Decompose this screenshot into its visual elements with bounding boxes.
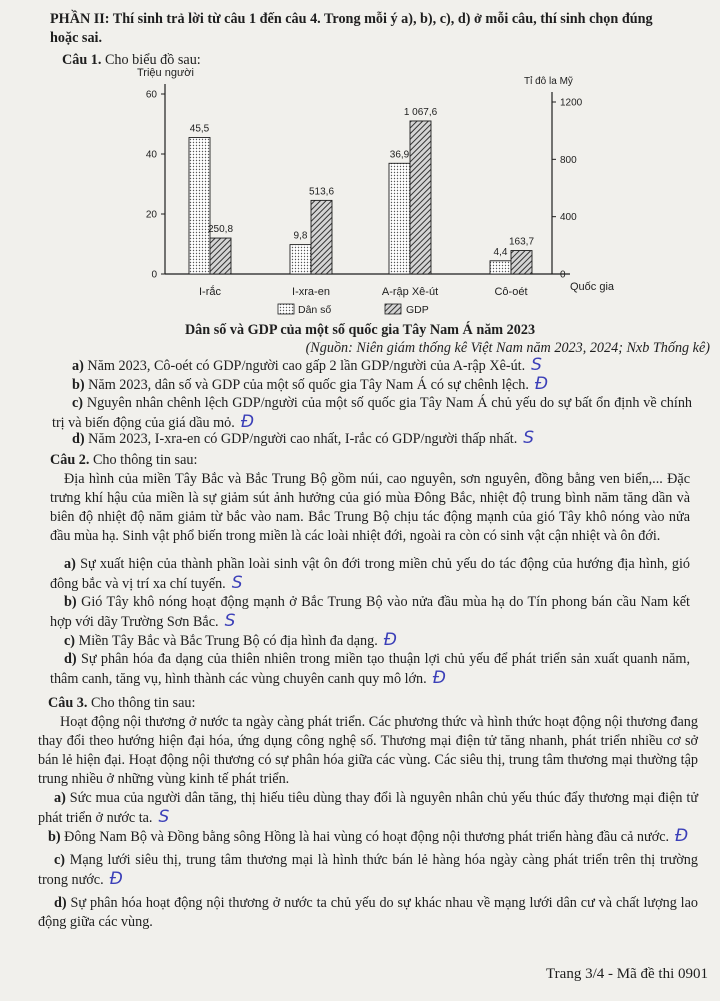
q2-item-d — [50, 650, 690, 689]
category-label: I-xra-en — [292, 286, 330, 298]
gdp-data-label: 513,6 — [308, 186, 335, 198]
q1-item-d — [72, 429, 682, 449]
item-key: d) — [72, 431, 85, 447]
right-tick-label: 800 — [560, 154, 577, 166]
item-key: d) — [64, 651, 77, 667]
handwritten-answer-mark: S — [231, 573, 243, 593]
handwritten-answer-mark: S — [523, 428, 535, 448]
item-key: b) — [64, 594, 77, 610]
item-key: a) — [54, 790, 66, 806]
q2-item-a — [50, 555, 690, 594]
item-text: Mạng lưới siêu thị, trung tâm thương mại là hình thức bán lẻ hàng hóa ngày càng phát triển trên thị trường trong nước. — [38, 852, 698, 888]
item-key: c) — [64, 633, 76, 649]
item-key: c) — [72, 395, 84, 411]
item-text: Đông Nam Bộ và Đồng bằng sông Hồng là hai vùng có hoạt động nội thương phát triển hàng đầu cả nước. — [64, 829, 670, 845]
q3-label: Câu 3. — [48, 695, 88, 711]
q1-intro: Cho biểu đồ sau: — [104, 52, 201, 68]
population-gdp-chart — [0, 0, 720, 330]
bar-gdp — [410, 121, 431, 274]
handwritten-answer-mark: S — [531, 355, 542, 375]
q1-item-c — [52, 394, 692, 433]
population-data-label: 45,5 — [189, 123, 210, 135]
bar-population — [389, 163, 410, 274]
item-text: Sự xuất hiện của thành phần loài sinh vật ôn đới trong miền chủ yếu do tác động của hướng địa hình, gió đông bắc và vị trí xa chí tuyến. — [50, 556, 691, 592]
q2-passage: Địa hình của miền Tây Bắc và Bắc Trung Bộ gồm núi, cao nguyên, sơn nguyên, đồng bằng ven biển,... Đặc trưng khí hậu của miền là sự giảm sút ảnh hưởng của gió mùa Đông Bắc, nhiệt độ trung bình năm tăng dần và biên độ nhiệt độ năm giảm từ bắc vào nam. Bắc Trung Bộ chịu tác động mạnh của gió Tây khô nóng vào nửa đầu mùa hạ. Sinh vật phổ biến trong miền là các loài nhiệt đới, ngoài ra còn có sinh vật cận nhiệt và ôn đới. — [50, 471, 690, 544]
part-heading: PHẦN II: Thí sinh trả lời từ câu 1 đến câu 4. Trong mỗi ý a), b), c), d) ở mỗi câu, thí sinh chọn đúng hoặc sai. — [50, 11, 653, 46]
item-text: Nguyên nhân chênh lệch GDP/người của một số quốc gia Tây Nam Á chủ yếu do sự bất ổn định về chính trị và biến động của giá dầu mỏ. — [52, 395, 693, 431]
category-label: A-rập Xê-út — [381, 286, 439, 298]
left-tick-label: 60 — [145, 89, 157, 101]
q3-passage: Hoạt động nội thương ở nước ta ngày càng phát triển. Các phương thức và hình thức hoạt động nội thương đang thay đổi theo hướng hiện đại hóa, ứng dụng công nghệ số. Thương mại điện tử tăng nhanh, phát triển nhiều cơ sở bán lẻ hiện đại. Hoạt động nội thương có sự phân hóa giữa các vùng. Các siêu thị, trung tâm thương mại thường tập trung nhiều ở những vùng kinh tế phát triển. — [38, 714, 698, 787]
handwritten-answer-mark: Đ — [432, 668, 446, 688]
q2-heading — [50, 451, 197, 470]
handwritten-answer-mark: Đ — [675, 826, 689, 846]
q3-heading — [48, 694, 195, 713]
item-text: Sự phân hóa hoạt động nội thương ở nước ta chủ yếu do sự khác nhau về mạng lưới dân cư và chất lượng lao động giữa các vùng. — [38, 895, 699, 930]
right-tick-label: 400 — [560, 212, 577, 224]
q3-item-c — [38, 851, 698, 890]
q3-intro: Cho thông tin sau: — [90, 695, 196, 711]
population-data-label: 9,8 — [293, 230, 308, 242]
q2-item-c — [64, 631, 684, 651]
handwritten-answer-mark: S — [224, 611, 236, 631]
item-text: Năm 2023, Cô-oét có GDP/người cao gấp 2 lần GDP/người của A-rập Xê-út. — [87, 358, 526, 374]
q1-item-a — [72, 356, 682, 376]
q3-item-b — [48, 827, 708, 847]
x-axis-title: Quốc gia — [570, 281, 615, 293]
legend-label-population: Dân số — [298, 304, 332, 316]
q2-intro: Cho thông tin sau: — [92, 452, 198, 468]
gdp-data-label: 1 067,6 — [403, 106, 438, 118]
item-key: a) — [72, 358, 84, 374]
bar-population — [490, 261, 511, 274]
right-tick-label: 1200 — [560, 97, 583, 109]
gdp-data-label: 250,8 — [207, 224, 234, 236]
item-key: d) — [54, 895, 67, 911]
left-tick-label: 20 — [145, 209, 157, 221]
legend-label-gdp: GDP — [406, 304, 429, 316]
q1-item-b — [72, 375, 682, 395]
bar-population — [189, 138, 210, 275]
bar-population — [290, 245, 311, 274]
bar-gdp — [210, 238, 231, 274]
handwritten-answer-mark: S — [158, 807, 170, 827]
left-tick-label: 0 — [151, 269, 157, 281]
item-text: Năm 2023, I-xra-en có GDP/người cao nhất, I-rắc có GDP/người thấp nhất. — [88, 431, 518, 447]
left-axis-title: Triệu người — [137, 67, 194, 79]
item-key: b) — [48, 829, 61, 845]
left-tick-label: 40 — [145, 149, 157, 161]
item-key: c) — [54, 852, 66, 868]
item-key: b) — [72, 377, 85, 393]
q2-label: Câu 2. — [50, 452, 90, 468]
item-text: Gió Tây khô nóng hoạt động mạnh ở Bắc Trung Bộ vào nửa đầu mùa hạ do Tín phong bán cầu Nam kết hợp với dãy Trường Sơn Bắc. — [50, 594, 690, 630]
chart-caption: Dân số và GDP của một số quốc gia Tây Nam Á năm 2023 — [184, 322, 536, 338]
item-text: Miền Tây Bắc và Bắc Trung Bộ có địa hình đa dạng. — [78, 633, 378, 649]
page-footer: Trang 3/4 - Mã đề thi 0901 — [546, 966, 708, 982]
handwritten-answer-mark: Đ — [240, 412, 254, 432]
right-tick-label: 0 — [560, 269, 566, 281]
item-text: Năm 2023, dân số và GDP của một số quốc gia Tây Nam Á có sự chênh lệch. — [88, 377, 529, 393]
population-data-label: 36,9 — [389, 149, 410, 161]
q1-label: Câu 1. — [62, 52, 102, 68]
item-text: Sự phân hóa đa dạng của thiên nhiên trong miền tạo thuận lợi chủ yếu để phát triển sản xuất quanh năm, thâm canh, tăng vụ, hình thành các vùng chuyên canh quy mô lớn. — [50, 651, 690, 687]
right-axis-title: Tỉ đô la Mỹ — [524, 76, 573, 87]
handwritten-answer-mark: Đ — [109, 869, 123, 889]
category-label: I-rắc — [199, 286, 221, 298]
population-data-label: 4,4 — [493, 246, 508, 258]
handwritten-answer-mark: Đ — [534, 374, 549, 394]
q3-item-d — [38, 894, 698, 932]
category-label: Cô-oét — [494, 286, 528, 298]
bar-gdp — [511, 251, 532, 274]
legend-swatch-gdp — [385, 304, 401, 314]
item-key: a) — [64, 556, 76, 572]
legend-swatch-population — [278, 304, 294, 314]
q3-item-a — [38, 789, 698, 828]
gdp-data-label: 163,7 — [508, 236, 535, 248]
chart-source: (Nguồn: Niên giám thống kê Việt Nam năm 2023, 2024; Nxb Thống kê) — [305, 340, 710, 356]
handwritten-answer-mark: Đ — [383, 630, 397, 650]
item-text: Sức mua của người dân tăng, thị hiếu tiêu dùng thay đổi là nguyên nhân chủ yếu thúc đẩy thương mại điện tử phát triển ở nước ta. — [38, 790, 699, 826]
q2-item-b — [50, 593, 690, 632]
bar-gdp — [311, 200, 332, 274]
